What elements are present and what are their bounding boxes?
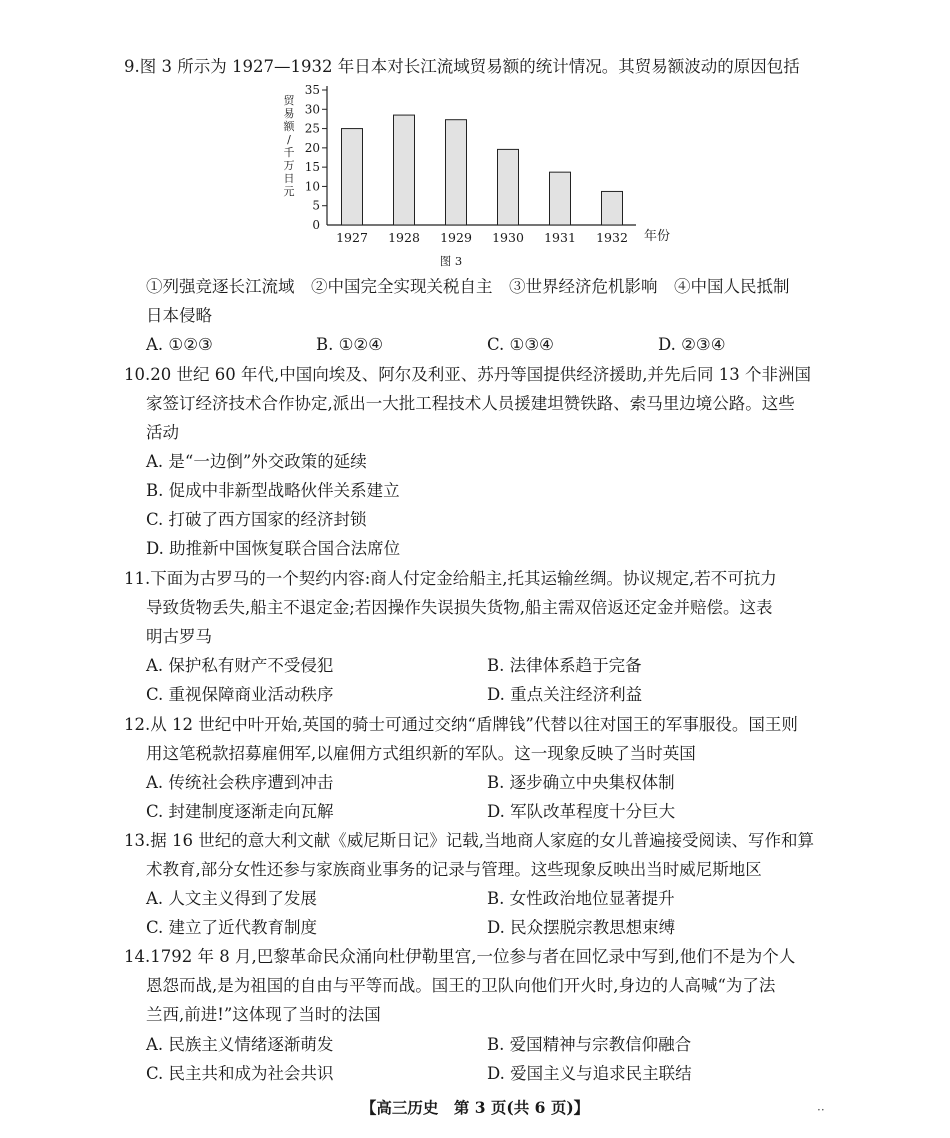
chart-y-axis-label-char: 贸 bbox=[283, 94, 295, 107]
q14-stem-line1: 14.1792 年 8 月,巴黎革命民众涌向杜伊勒里宫,一位参与者在回忆录中写到,他们不是为个人 bbox=[124, 947, 796, 966]
chart-y-axis-label bbox=[284, 94, 296, 198]
q14-option-a: A. 民族主义情绪逐渐萌发 bbox=[146, 1035, 334, 1054]
chart-y-tick-label: 10 bbox=[304, 179, 320, 194]
chart-bar bbox=[550, 172, 571, 225]
q11-option-b: B. 法律体系趋于完备 bbox=[487, 656, 642, 675]
chart-bar bbox=[602, 191, 623, 225]
q11-stem-line3: 明古罗马 bbox=[146, 627, 212, 646]
q9-option-d: D. ②③④ bbox=[658, 335, 726, 354]
chart-y-axis-label-char: 易 bbox=[283, 107, 295, 120]
q13-option-b: B. 女性政治地位显著提升 bbox=[487, 889, 675, 908]
chart-x-tick-label: 1927 bbox=[336, 230, 368, 245]
q9-statements-line1: ①列强竞逐长江流域 ②中国完全实现关税自主 ③世界经济危机影响 ④中国人民抵制 bbox=[146, 277, 790, 296]
chart-y-axis-label-char: 元 bbox=[283, 185, 295, 198]
chart-x-tick-label: 1932 bbox=[596, 230, 628, 245]
q13-option-a: A. 人文主义得到了发展 bbox=[146, 889, 317, 908]
chart-title: 图 3 bbox=[439, 254, 463, 268]
q11-option-d: D. 重点关注经济利益 bbox=[487, 685, 643, 704]
corner-mark: ·· bbox=[817, 1103, 825, 1117]
q12-option-d: D. 军队改革程度十分巨大 bbox=[487, 802, 676, 821]
q13-stem-line1: 13.据 16 世纪的意大利文献《威尼斯日记》记载,当地商人家庭的女儿普遍接受阅读、写作和算 bbox=[124, 831, 814, 850]
q12-option-a: A. 传统社会秩序遭到冲击 bbox=[146, 773, 334, 792]
chart-bar bbox=[498, 149, 519, 225]
q14-stem-line3: 兰西,前进!”这体现了当时的法国 bbox=[146, 1005, 381, 1024]
q13-option-d: D. 民众摆脱宗教思想束缚 bbox=[487, 918, 676, 937]
q10-option-d: D. 助推新中国恢复联合国合法席位 bbox=[146, 539, 401, 558]
chart-bars bbox=[342, 115, 623, 225]
q12-stem-line1: 12.从 12 世纪中叶开始,英国的骑士可通过交纳“盾牌钱”代替以往对国王的军事服役。国王则 bbox=[124, 715, 798, 734]
q11-option-c: C. 重视保障商业活动秩序 bbox=[146, 685, 334, 704]
chart-x-tick-label: 1930 bbox=[492, 230, 524, 245]
chart-y-tick-label: 5 bbox=[312, 198, 320, 213]
q11-stem-line1: 11.下面为古罗马的一个契约内容:商人付定金给船主,托其运输丝绸。协议规定,若不可抗力 bbox=[124, 569, 777, 588]
q10-stem-line2: 家签订经济技术合作协定,派出一大批工程技术人员援建坦赞铁路、索马里边境公路。这些 bbox=[146, 394, 795, 413]
chart-x-tick-label: 1928 bbox=[388, 230, 420, 245]
chart-x-tick-label: 1929 bbox=[440, 230, 472, 245]
chart-y-axis-label-char: 额 bbox=[283, 120, 295, 133]
chart-axes bbox=[322, 86, 636, 225]
q11-option-a: A. 保护私有财产不受侵犯 bbox=[146, 656, 334, 675]
q14-option-b: B. 爱国精神与宗教信仰融合 bbox=[487, 1035, 692, 1054]
q11-stem-line2: 导致货物丢失,船主不退定金;若因操作失误损失货物,船主需双倍返还定金并赔偿。这表 bbox=[146, 598, 773, 617]
chart-bar bbox=[394, 115, 415, 225]
q10-option-a: A. 是“一边倒”外交政策的延续 bbox=[146, 452, 367, 471]
q12-option-c: C. 封建制度逐渐走向瓦解 bbox=[146, 802, 334, 821]
q10-option-b: B. 促成中非新型战略伙伴关系建立 bbox=[146, 481, 400, 500]
chart-y-axis-label-char: 万 bbox=[283, 159, 295, 172]
chart-y-axis-label-char: 日 bbox=[283, 172, 295, 185]
page-footer: 【高三历史 第 3 页(共 6 页)】 bbox=[360, 1098, 590, 1117]
q12-option-b: B. 逐步确立中央集权体制 bbox=[487, 773, 675, 792]
q9-option-c: C. ①③④ bbox=[487, 335, 554, 354]
q10-option-c: C. 打破了西方国家的经济封锁 bbox=[146, 510, 367, 529]
chart-y-tick-labels bbox=[305, 83, 320, 232]
chart-y-tick-label: 0 bbox=[312, 218, 320, 232]
q14-stem-line2: 恩怨而战,是为祖国的自由与平等而战。国王的卫队向他们开火时,身边的人高喊“为了法 bbox=[146, 976, 776, 995]
chart-y-tick-label: 30 bbox=[304, 102, 320, 117]
q13-option-c: C. 建立了近代教育制度 bbox=[146, 918, 318, 937]
q13-stem-line2: 术教育,部分女性还参与家族商业事务的记录与管理。这些现象反映出当时威尼斯地区 bbox=[146, 860, 762, 879]
q9-option-a: A. ①②③ bbox=[146, 335, 213, 354]
chart-y-axis-label-char: / bbox=[287, 133, 291, 146]
chart-y-tick-label: 25 bbox=[304, 121, 320, 136]
chart-x-tick-label: 1931 bbox=[544, 230, 576, 245]
chart-y-axis-label-char: 千 bbox=[283, 146, 295, 159]
q9-statements-line2: 日本侵略 bbox=[146, 306, 212, 325]
chart-x-axis-label: 年份 bbox=[644, 229, 671, 244]
chart-y-tick-label: 35 bbox=[304, 83, 320, 97]
q10-stem-line3: 活动 bbox=[146, 423, 179, 442]
q9-option-b: B. ①②④ bbox=[316, 335, 383, 354]
q10-stem-line1: 10.20 世纪 60 年代,中国向埃及、阿尔及利亚、苏丹等国提供经济援助,并先后同 13 个非洲国 bbox=[124, 365, 811, 384]
q14-option-d: D. 爱国主义与追求民主联结 bbox=[487, 1064, 692, 1083]
q9-stem: 9.图 3 所示为 1927—1932 年日本对长江流域贸易额的统计情况。其贸易额波动的原因包括 bbox=[124, 57, 800, 76]
chart-y-tick-label: 15 bbox=[304, 160, 320, 175]
chart-bar bbox=[342, 129, 363, 225]
q9-bar-chart bbox=[270, 82, 680, 272]
chart-y-tick-label: 20 bbox=[304, 140, 320, 155]
chart-x-tick-labels bbox=[336, 230, 628, 245]
chart-bar bbox=[446, 120, 467, 225]
q14-option-c: C. 民主共和成为社会共识 bbox=[146, 1064, 334, 1083]
q12-stem-line2: 用这笔税款招募雇佣军,以雇佣方式组织新的军队。这一现象反映了当时英国 bbox=[146, 744, 696, 763]
